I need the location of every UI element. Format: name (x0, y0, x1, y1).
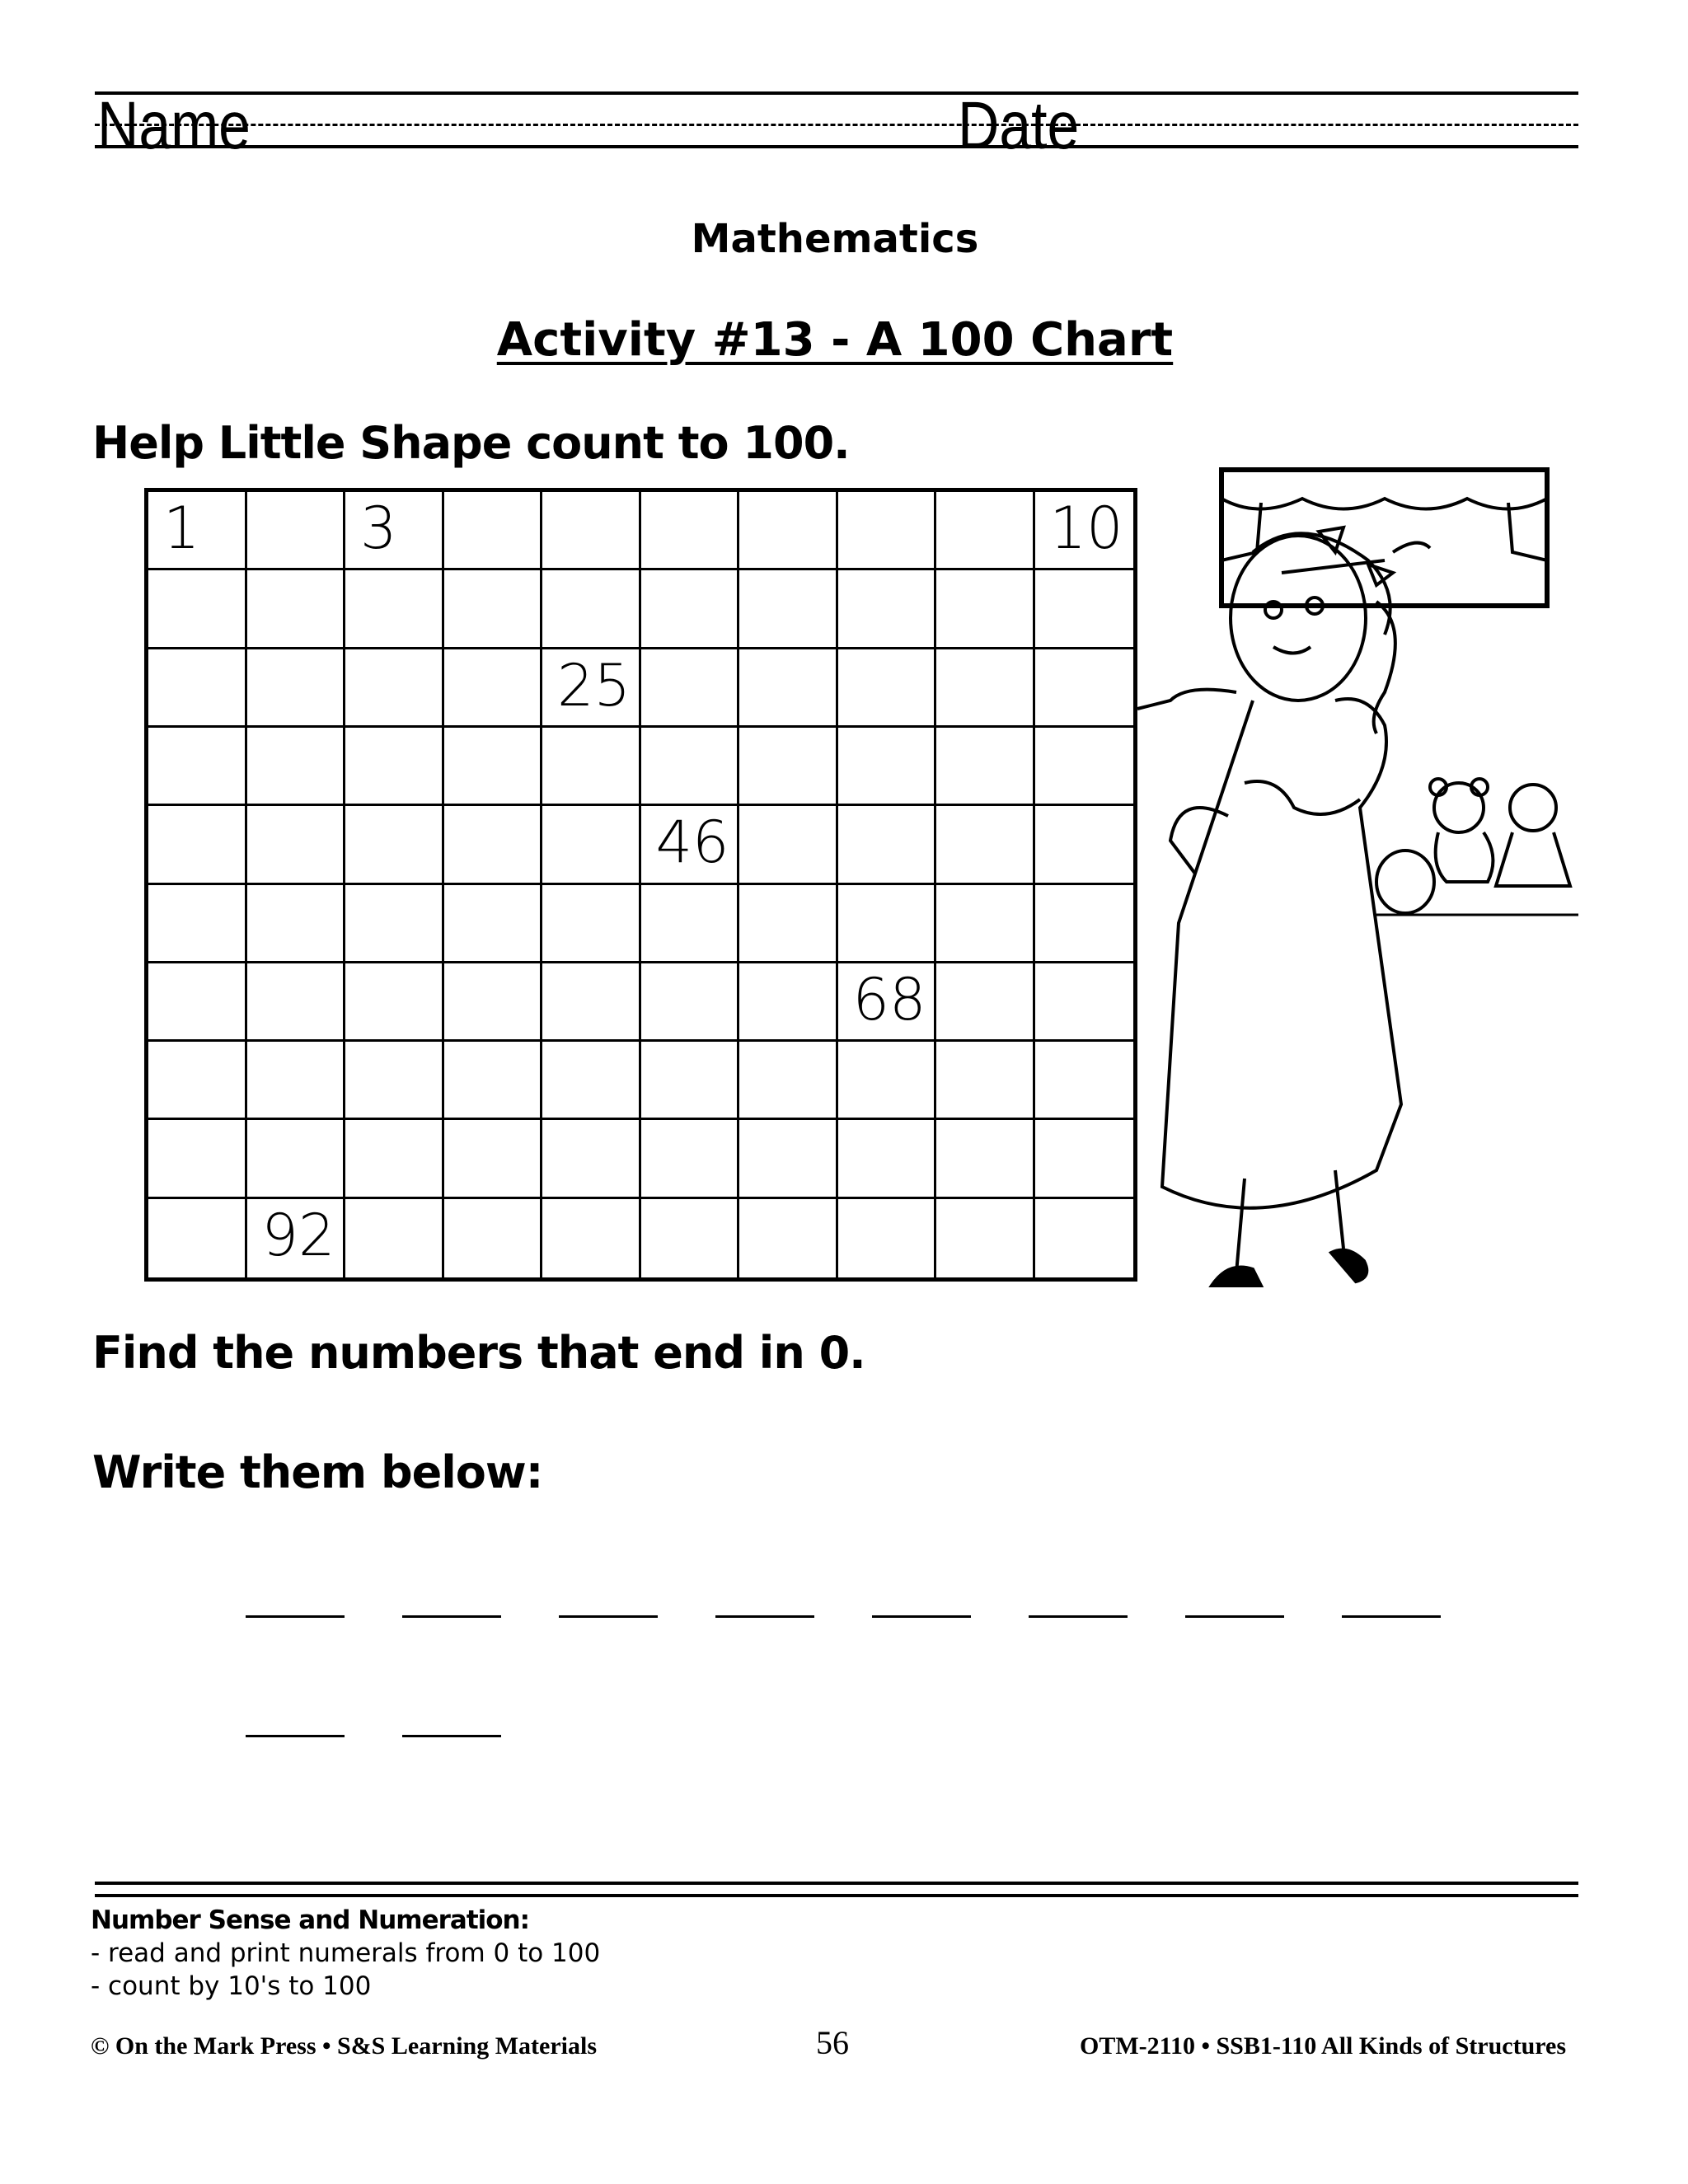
chart-cell[interactable] (444, 963, 543, 1042)
chart-cell[interactable] (641, 492, 740, 570)
header-top-line (95, 91, 1578, 95)
activity-title-wrap (0, 313, 1670, 367)
chart-cell[interactable] (247, 649, 346, 728)
chart-cell[interactable] (345, 1120, 444, 1198)
chart-cell[interactable] (542, 492, 641, 570)
page-number: 56 (816, 2024, 849, 2061)
toys-icon (1376, 779, 1578, 915)
chart-cell[interactable] (444, 885, 543, 963)
chart-cell[interactable] (148, 570, 247, 649)
chart-cell[interactable] (838, 649, 937, 728)
chart-cell[interactable] (542, 728, 641, 806)
answer-blank[interactable] (402, 1615, 501, 1618)
chart-cell[interactable] (247, 1042, 346, 1120)
chart-cell[interactable] (148, 806, 247, 884)
subject-heading: Mathematics (691, 216, 979, 262)
chart-cell[interactable]: 3 (345, 492, 444, 570)
chart-cell[interactable] (148, 728, 247, 806)
chart-cell[interactable] (739, 1199, 838, 1277)
answer-blank[interactable] (559, 1615, 658, 1618)
chart-cell[interactable] (936, 1120, 1035, 1198)
chart-cell[interactable] (838, 806, 937, 884)
chart-cell[interactable] (542, 885, 641, 963)
chart-cell[interactable] (247, 570, 346, 649)
chart-cell[interactable] (345, 1199, 444, 1277)
footer-line-bottom (95, 1894, 1578, 1897)
chart-cell[interactable] (838, 570, 937, 649)
chart-cell[interactable] (838, 1120, 937, 1198)
answer-blank[interactable] (246, 1615, 345, 1618)
chart-cell[interactable] (345, 1042, 444, 1120)
girl-figure-icon (1137, 533, 1401, 1286)
chart-cell[interactable] (542, 963, 641, 1042)
header-dashed-line (95, 124, 1578, 126)
chart-cell[interactable] (148, 1120, 247, 1198)
chart-cell[interactable] (936, 963, 1035, 1042)
chart-cell[interactable] (1035, 885, 1134, 963)
girl-illustration (1129, 462, 1599, 1376)
chart-cell[interactable] (444, 492, 543, 570)
chart-cell[interactable] (641, 570, 740, 649)
chart-cell[interactable] (739, 728, 838, 806)
chart-cell[interactable] (148, 885, 247, 963)
chart-cell[interactable] (444, 1120, 543, 1198)
chart-cell[interactable]: 92 (247, 1199, 346, 1277)
chart-cell[interactable] (936, 885, 1035, 963)
chart-cell[interactable] (345, 963, 444, 1042)
chart-cell[interactable] (1035, 649, 1134, 728)
chart-cell[interactable] (838, 728, 937, 806)
answer-blank[interactable] (715, 1615, 814, 1618)
chart-cell[interactable] (838, 1199, 937, 1277)
chart-cell[interactable] (247, 728, 346, 806)
instruction-write: Write them below: (92, 1446, 543, 1498)
chart-cell[interactable] (739, 1120, 838, 1198)
hundred-chart (144, 488, 1137, 1282)
chart-cell[interactable] (148, 963, 247, 1042)
answer-blank[interactable] (246, 1735, 345, 1737)
chart-cell[interactable] (838, 885, 937, 963)
chart-cell[interactable]: 10 (1035, 492, 1134, 570)
chart-cell[interactable] (739, 649, 838, 728)
chart-cell[interactable] (444, 728, 543, 806)
chart-cell[interactable] (936, 728, 1035, 806)
chart-cell[interactable] (936, 570, 1035, 649)
chart-cell[interactable] (1035, 1199, 1134, 1277)
footer-publisher: © On the Mark Press • S&S Learning Materials (91, 2032, 597, 2060)
name-label: Name (97, 88, 251, 163)
chart-cell[interactable] (444, 1199, 543, 1277)
chart-cell[interactable] (247, 492, 346, 570)
standards-item: - read and print numerals from 0 to 100 (91, 1938, 601, 1968)
chart-cell[interactable] (444, 1042, 543, 1120)
chart-cell[interactable] (641, 1199, 740, 1277)
standards-heading: Number Sense and Numeration: (91, 1905, 530, 1935)
chart-cell[interactable] (444, 649, 543, 728)
chart-cell[interactable] (345, 806, 444, 884)
chart-cell[interactable] (1035, 1120, 1134, 1198)
chart-cell[interactable] (1035, 570, 1134, 649)
answer-blank[interactable] (872, 1615, 971, 1618)
chart-cell[interactable] (542, 1199, 641, 1277)
chart-cell[interactable] (542, 1042, 641, 1120)
answer-blank[interactable] (1029, 1615, 1128, 1618)
chart-cell[interactable] (247, 1120, 346, 1198)
chart-cell[interactable] (936, 1199, 1035, 1277)
chart-cell[interactable] (345, 885, 444, 963)
chart-cell[interactable] (345, 728, 444, 806)
chart-cell[interactable] (542, 806, 641, 884)
chart-cell[interactable] (542, 1120, 641, 1198)
chart-cell[interactable] (641, 885, 740, 963)
chart-cell[interactable] (739, 885, 838, 963)
chart-cell[interactable] (247, 806, 346, 884)
chart-cell[interactable] (936, 492, 1035, 570)
footer-product-code: OTM-2110 • SSB1-110 All Kinds of Structures (1080, 2032, 1567, 2060)
chart-cell[interactable] (936, 1042, 1035, 1120)
chart-cell[interactable] (542, 570, 641, 649)
instruction-count: Help Little Shape count to 100. (92, 417, 850, 469)
chart-cell[interactable] (148, 649, 247, 728)
chart-cell[interactable] (148, 1042, 247, 1120)
activity-title: Activity #13 - A 100 Chart (496, 313, 1174, 367)
chart-cell[interactable] (641, 1120, 740, 1198)
chart-cell[interactable] (641, 1042, 740, 1120)
chart-cell[interactable] (1035, 1042, 1134, 1120)
chart-cell[interactable] (1035, 806, 1134, 884)
instruction-find: Find the numbers that end in 0. (92, 1327, 865, 1379)
chart-cell[interactable] (247, 963, 346, 1042)
date-label: Date (958, 88, 1080, 163)
chart-cell[interactable] (739, 963, 838, 1042)
chart-cell[interactable] (641, 728, 740, 806)
chart-cell[interactable] (936, 649, 1035, 728)
standards-item: - count by 10's to 100 (91, 1971, 372, 2001)
chart-cell[interactable] (641, 963, 740, 1042)
chart-cell[interactable] (641, 649, 740, 728)
chart-cell[interactable] (838, 1042, 937, 1120)
chart-cell[interactable] (739, 1042, 838, 1120)
chart-cell[interactable] (148, 1199, 247, 1277)
footer-line-top (95, 1882, 1578, 1885)
chart-cell[interactable] (1035, 963, 1134, 1042)
chart-cell[interactable] (838, 492, 937, 570)
chart-cell[interactable] (247, 885, 346, 963)
chart-cell[interactable]: 46 (641, 806, 740, 884)
chart-cell[interactable] (444, 806, 543, 884)
answer-blank[interactable] (1342, 1615, 1441, 1618)
chart-cell[interactable] (345, 570, 444, 649)
chart-cell[interactable]: 68 (838, 963, 937, 1042)
answer-blank[interactable] (1185, 1615, 1284, 1618)
answer-blank[interactable] (402, 1735, 501, 1737)
chart-cell[interactable]: 1 (148, 492, 247, 570)
chart-cell[interactable] (345, 649, 444, 728)
chart-cell[interactable] (739, 492, 838, 570)
chart-cell[interactable] (936, 806, 1035, 884)
chart-cell[interactable] (444, 570, 543, 649)
header-bottom-line (95, 145, 1578, 148)
chart-cell[interactable] (739, 806, 838, 884)
chart-cell[interactable] (1035, 728, 1134, 806)
chart-cell[interactable] (739, 570, 838, 649)
chart-cell[interactable]: 25 (542, 649, 641, 728)
